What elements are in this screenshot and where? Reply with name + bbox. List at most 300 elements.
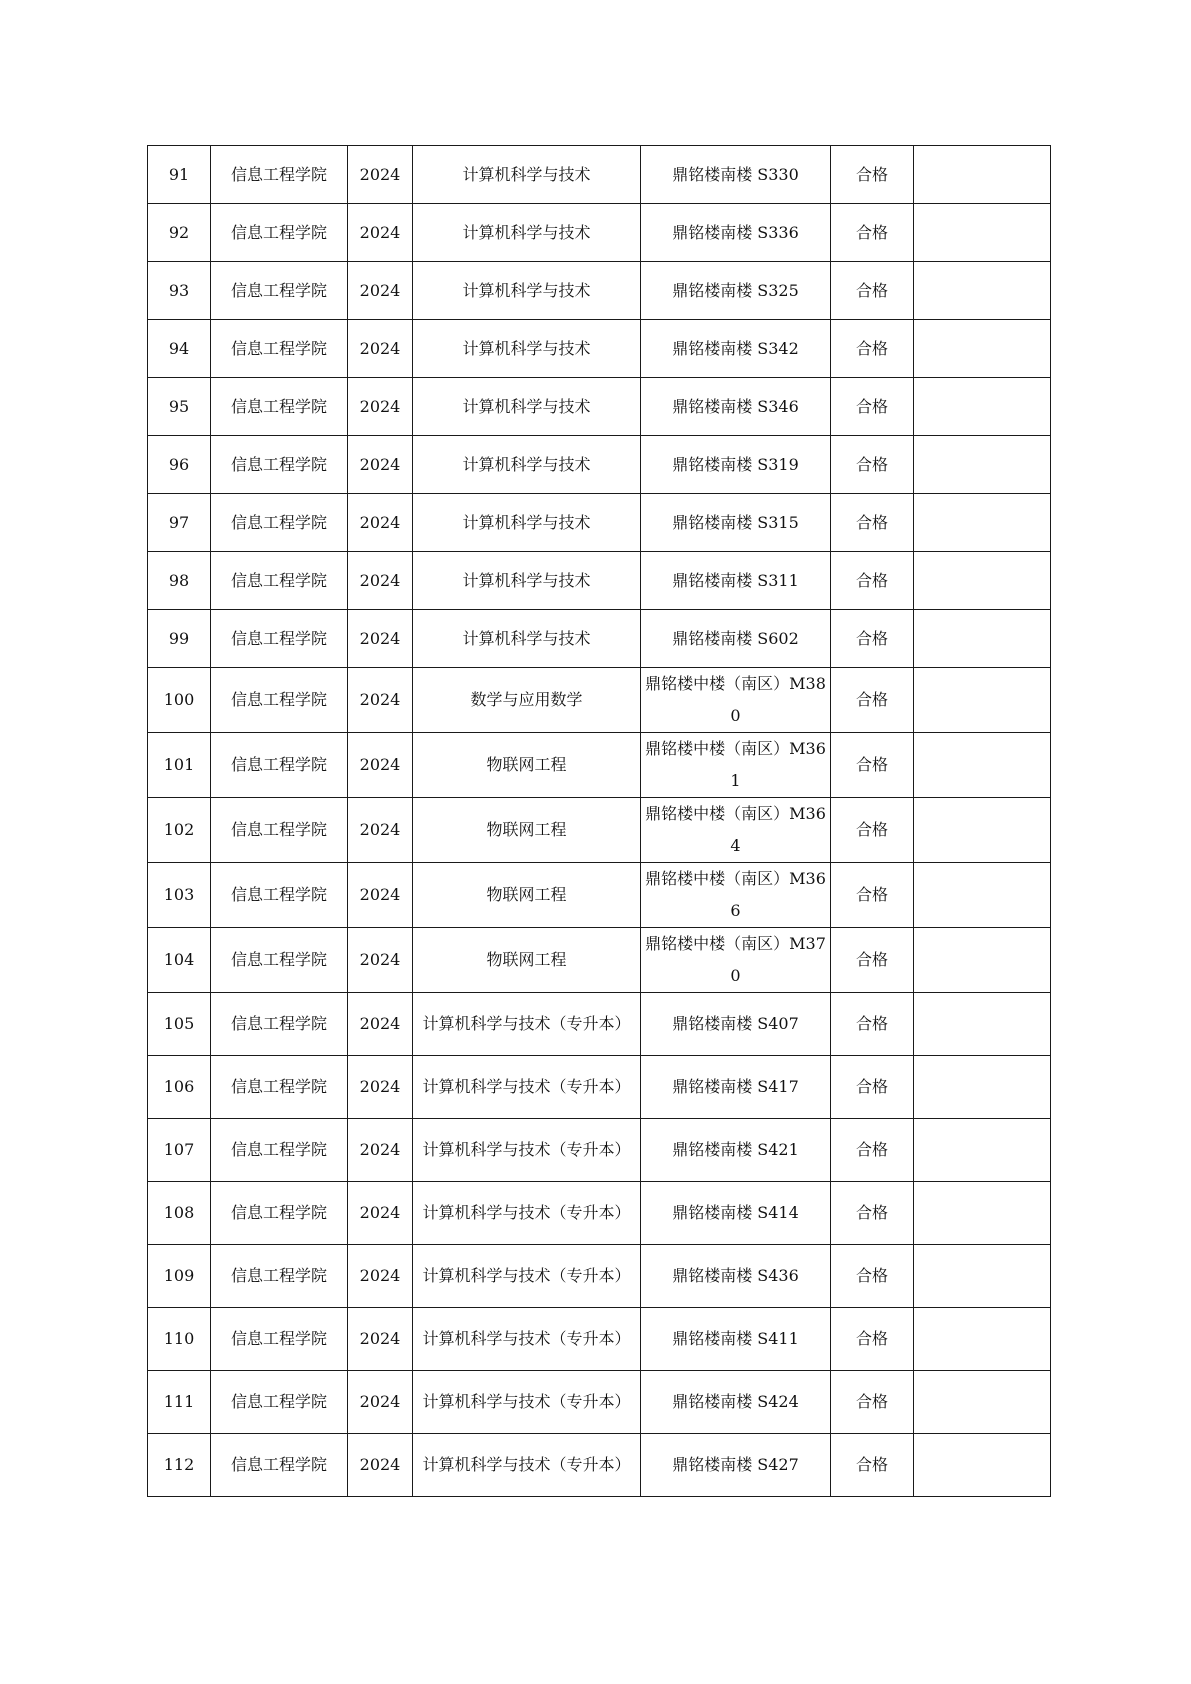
college-cell (211, 1308, 348, 1371)
result-cell (831, 146, 914, 204)
note-cell (914, 320, 1051, 378)
major-cell (413, 928, 641, 993)
college-cell (211, 668, 348, 733)
table-row (148, 262, 1051, 320)
year-cell-text: 2024 (359, 570, 401, 590)
row-number-cell-text: 98 (168, 570, 190, 590)
room-cell-text: 鼎铭楼中楼（南区）M380 (645, 674, 826, 725)
major-cell (413, 320, 641, 378)
college-cell-text: 信息工程学院 (230, 1329, 327, 1348)
table-row (148, 1308, 1051, 1371)
row-number-cell (148, 1245, 211, 1308)
major-cell-text: 计算机科学与技术（专升本） (422, 1392, 631, 1411)
table-row (148, 863, 1051, 928)
note-cell (914, 1308, 1051, 1371)
major-cell-text: 计算机科学与技术（专升本） (422, 1455, 631, 1474)
room-cell (641, 1308, 831, 1371)
year-cell (348, 733, 413, 798)
row-number-cell (148, 320, 211, 378)
note-cell (914, 494, 1051, 552)
college-cell-text: 信息工程学院 (230, 570, 327, 590)
college-cell (211, 378, 348, 436)
note-cell (914, 1434, 1051, 1497)
major-cell (413, 146, 641, 204)
major-cell-text: 计算机科学与技术（专升本） (422, 1014, 631, 1033)
result-cell (831, 928, 914, 993)
row-number-cell (148, 204, 211, 262)
year-cell (348, 1119, 413, 1182)
year-cell-text: 2024 (359, 885, 401, 904)
room-cell-text: 鼎铭楼南楼 S407 (672, 1014, 799, 1033)
row-number-cell (148, 1119, 211, 1182)
result-cell (831, 733, 914, 798)
row-number-cell-text: 96 (168, 454, 190, 474)
result-cell (831, 1119, 914, 1182)
room-cell-text: 鼎铭楼南楼 S436 (672, 1266, 799, 1285)
year-cell-text: 2024 (359, 222, 401, 242)
college-cell (211, 993, 348, 1056)
row-number-cell-text: 110 (163, 1329, 195, 1348)
year-cell (348, 204, 413, 262)
college-cell (211, 262, 348, 320)
table-row (148, 494, 1051, 552)
row-number-cell (148, 1056, 211, 1119)
table-row (148, 204, 1051, 262)
table-row (148, 146, 1051, 204)
room-cell-text: 鼎铭楼中楼（南区）M366 (645, 869, 826, 920)
result-cell (831, 863, 914, 928)
room-cell-text: 鼎铭楼南楼 S342 (672, 338, 799, 358)
major-cell-text: 物联网工程 (486, 950, 567, 969)
room-cell-text: 鼎铭楼南楼 S325 (672, 280, 799, 300)
room-cell (641, 1371, 831, 1434)
table-row (148, 610, 1051, 668)
result-cell-text: 合格 (855, 1077, 888, 1096)
major-cell (413, 863, 641, 928)
college-cell (211, 798, 348, 863)
room-cell (641, 436, 831, 494)
result-cell (831, 320, 914, 378)
college-cell (211, 1056, 348, 1119)
result-cell (831, 262, 914, 320)
room-cell-text: 鼎铭楼南楼 S346 (672, 396, 799, 416)
note-cell (914, 436, 1051, 494)
row-number-cell (148, 1434, 211, 1497)
major-cell-text: 计算机科学与技术 (462, 512, 591, 532)
row-number-cell (148, 1371, 211, 1434)
college-cell-text: 信息工程学院 (230, 280, 327, 300)
result-cell (831, 668, 914, 733)
year-cell (348, 494, 413, 552)
table-row (148, 993, 1051, 1056)
major-cell-text: 计算机科学与技术 (462, 222, 591, 242)
row-number-cell (148, 494, 211, 552)
college-cell (211, 1182, 348, 1245)
college-cell-text: 信息工程学院 (230, 1455, 327, 1474)
major-cell-text: 物联网工程 (486, 885, 567, 904)
result-cell (831, 552, 914, 610)
result-cell-text: 合格 (855, 338, 888, 358)
note-cell (914, 733, 1051, 798)
room-cell-text: 鼎铭楼中楼（南区）M370 (645, 934, 826, 985)
college-cell (211, 1245, 348, 1308)
result-cell-text: 合格 (855, 1140, 888, 1159)
room-cell-text: 鼎铭楼南楼 S417 (672, 1077, 799, 1096)
major-cell-text: 计算机科学与技术 (462, 396, 591, 416)
row-number-cell-text: 99 (168, 628, 190, 648)
college-cell-text: 信息工程学院 (230, 820, 327, 839)
major-cell (413, 552, 641, 610)
major-cell (413, 378, 641, 436)
major-cell (413, 610, 641, 668)
year-cell-text: 2024 (359, 950, 401, 969)
major-cell-text: 计算机科学与技术 (462, 338, 591, 358)
room-cell (641, 378, 831, 436)
year-cell-text: 2024 (359, 1455, 401, 1474)
row-number-cell (148, 1182, 211, 1245)
college-cell-text: 信息工程学院 (230, 512, 327, 532)
note-cell (914, 552, 1051, 610)
year-cell (348, 1371, 413, 1434)
note-cell (914, 1056, 1051, 1119)
table-row (148, 1371, 1051, 1434)
row-number-cell-text: 100 (163, 690, 195, 709)
major-cell-text: 计算机科学与技术 (462, 570, 591, 590)
year-cell (348, 1245, 413, 1308)
year-cell (348, 1182, 413, 1245)
year-cell-text: 2024 (359, 755, 401, 774)
major-cell-text: 计算机科学与技术 (462, 164, 591, 184)
year-cell-text: 2024 (359, 280, 401, 300)
note-cell (914, 668, 1051, 733)
major-cell (413, 262, 641, 320)
result-cell-text: 合格 (855, 1329, 888, 1348)
college-cell (211, 146, 348, 204)
result-cell-text: 合格 (855, 1455, 888, 1474)
year-cell (348, 378, 413, 436)
major-cell-text: 计算机科学与技术（专升本） (422, 1329, 631, 1348)
major-cell (413, 1434, 641, 1497)
row-number-cell (148, 552, 211, 610)
row-number-cell-text: 101 (163, 755, 195, 774)
result-cell (831, 610, 914, 668)
major-cell (413, 1308, 641, 1371)
college-cell-text: 信息工程学院 (230, 885, 327, 904)
note-cell (914, 1119, 1051, 1182)
year-cell-text: 2024 (359, 1014, 401, 1033)
table-row (148, 1056, 1051, 1119)
table-row (148, 1434, 1051, 1497)
year-cell (348, 928, 413, 993)
room-cell (641, 1434, 831, 1497)
result-cell (831, 494, 914, 552)
year-cell-text: 2024 (359, 1329, 401, 1348)
college-cell (211, 1119, 348, 1182)
year-cell-text: 2024 (359, 628, 401, 648)
room-cell-text: 鼎铭楼南楼 S330 (672, 164, 799, 184)
year-cell-text: 2024 (359, 820, 401, 839)
note-cell (914, 993, 1051, 1056)
result-cell (831, 1308, 914, 1371)
college-cell (211, 733, 348, 798)
major-cell-text: 计算机科学与技术（专升本） (422, 1266, 631, 1285)
year-cell-text: 2024 (359, 1140, 401, 1159)
major-cell (413, 1245, 641, 1308)
college-cell-text: 信息工程学院 (230, 396, 327, 416)
year-cell-text: 2024 (359, 338, 401, 358)
result-cell (831, 378, 914, 436)
major-cell (413, 494, 641, 552)
result-cell-text: 合格 (855, 1392, 888, 1411)
result-cell-text: 合格 (855, 1203, 888, 1222)
college-cell-text: 信息工程学院 (230, 690, 327, 709)
note-cell (914, 262, 1051, 320)
row-number-cell (148, 798, 211, 863)
room-cell-text: 鼎铭楼南楼 S421 (672, 1140, 799, 1159)
room-cell (641, 668, 831, 733)
note-cell (914, 1182, 1051, 1245)
year-cell-text: 2024 (359, 396, 401, 416)
room-cell (641, 798, 831, 863)
college-cell-text: 信息工程学院 (230, 338, 327, 358)
row-number-cell (148, 436, 211, 494)
result-cell (831, 1371, 914, 1434)
note-cell (914, 146, 1051, 204)
room-cell (641, 733, 831, 798)
result-cell-text: 合格 (855, 690, 888, 709)
room-cell (641, 1056, 831, 1119)
year-cell (348, 262, 413, 320)
room-cell (641, 494, 831, 552)
row-number-cell-text: 91 (168, 164, 190, 184)
row-number-cell-text: 106 (163, 1077, 195, 1096)
room-cell-text: 鼎铭楼南楼 S315 (672, 512, 799, 532)
room-cell (641, 610, 831, 668)
row-number-cell-text: 93 (168, 280, 190, 300)
room-cell-text: 鼎铭楼南楼 S427 (672, 1455, 799, 1474)
room-cell-text: 鼎铭楼南楼 S414 (672, 1203, 799, 1222)
college-cell (211, 928, 348, 993)
row-number-cell-text: 92 (168, 222, 190, 242)
result-cell-text: 合格 (855, 396, 888, 416)
note-cell (914, 204, 1051, 262)
table-row (148, 320, 1051, 378)
result-cell (831, 993, 914, 1056)
row-number-cell (148, 993, 211, 1056)
room-cell (641, 320, 831, 378)
room-cell (641, 993, 831, 1056)
row-number-cell-text: 94 (168, 338, 190, 358)
room-cell-text: 鼎铭楼南楼 S336 (672, 222, 799, 242)
row-number-cell-text: 104 (163, 950, 195, 969)
table-row (148, 798, 1051, 863)
row-number-cell (148, 733, 211, 798)
row-number-cell-text: 112 (163, 1455, 195, 1474)
table-row (148, 436, 1051, 494)
row-number-cell-text: 107 (163, 1140, 195, 1159)
note-cell (914, 378, 1051, 436)
year-cell (348, 993, 413, 1056)
year-cell (348, 668, 413, 733)
major-cell (413, 993, 641, 1056)
year-cell (348, 146, 413, 204)
room-cell-text: 鼎铭楼南楼 S602 (672, 628, 799, 648)
college-cell (211, 494, 348, 552)
college-cell-text: 信息工程学院 (230, 628, 327, 648)
major-cell (413, 798, 641, 863)
result-cell-text: 合格 (855, 164, 888, 184)
result-cell-text: 合格 (855, 1266, 888, 1285)
table-row (148, 733, 1051, 798)
note-cell (914, 1245, 1051, 1308)
major-cell-text: 计算机科学与技术 (462, 628, 591, 648)
college-cell (211, 863, 348, 928)
row-number-cell (148, 668, 211, 733)
row-number-cell (148, 146, 211, 204)
room-cell (641, 1182, 831, 1245)
college-cell-text: 信息工程学院 (230, 1203, 327, 1222)
result-cell (831, 798, 914, 863)
result-cell-text: 合格 (855, 280, 888, 300)
row-number-cell-text: 103 (163, 885, 195, 904)
major-cell (413, 1182, 641, 1245)
result-cell (831, 204, 914, 262)
table-body (148, 146, 1051, 1497)
room-cell (641, 146, 831, 204)
major-cell-text: 物联网工程 (486, 755, 567, 774)
major-cell (413, 668, 641, 733)
row-number-cell-text: 95 (168, 396, 190, 416)
college-cell-text: 信息工程学院 (230, 1077, 327, 1096)
room-cell-text: 鼎铭楼南楼 S424 (672, 1392, 799, 1411)
room-cell-text: 鼎铭楼南楼 S411 (672, 1329, 799, 1348)
room-cell (641, 1119, 831, 1182)
row-number-cell (148, 863, 211, 928)
major-cell (413, 1119, 641, 1182)
year-cell-text: 2024 (359, 164, 401, 184)
college-cell-text: 信息工程学院 (230, 755, 327, 774)
room-cell-text: 鼎铭楼中楼（南区）M361 (645, 739, 826, 790)
table-row (148, 1182, 1051, 1245)
result-cell-text: 合格 (855, 222, 888, 242)
table-row (148, 1245, 1051, 1308)
year-cell (348, 1056, 413, 1119)
row-number-cell-text: 97 (168, 512, 190, 532)
year-cell (348, 1308, 413, 1371)
table-row (148, 928, 1051, 993)
college-cell-text: 信息工程学院 (230, 950, 327, 969)
room-cell (641, 204, 831, 262)
row-number-cell-text: 105 (163, 1014, 195, 1033)
table-row (148, 378, 1051, 436)
major-cell (413, 1371, 641, 1434)
result-cell (831, 1434, 914, 1497)
result-cell-text: 合格 (855, 1014, 888, 1033)
college-cell-text: 信息工程学院 (230, 222, 327, 242)
row-number-cell-text: 111 (163, 1392, 195, 1411)
year-cell-text: 2024 (359, 1392, 401, 1411)
major-cell-text: 数学与应用数学 (470, 690, 583, 709)
college-cell-text: 信息工程学院 (230, 164, 327, 184)
college-cell (211, 552, 348, 610)
major-cell-text: 计算机科学与技术（专升本） (422, 1077, 631, 1096)
result-cell (831, 436, 914, 494)
college-cell-text: 信息工程学院 (230, 1392, 327, 1411)
year-cell (348, 863, 413, 928)
room-cell (641, 928, 831, 993)
note-cell (914, 863, 1051, 928)
note-cell (914, 928, 1051, 993)
room-cell-text: 鼎铭楼中楼（南区）M364 (645, 804, 826, 855)
college-cell (211, 320, 348, 378)
college-cell-text: 信息工程学院 (230, 454, 327, 474)
college-cell-text: 信息工程学院 (230, 1140, 327, 1159)
college-cell (211, 1434, 348, 1497)
room-cell-text: 鼎铭楼南楼 S319 (672, 454, 799, 474)
row-number-cell-text: 102 (163, 820, 195, 839)
row-number-cell-text: 108 (163, 1203, 195, 1222)
room-cell (641, 262, 831, 320)
note-cell (914, 610, 1051, 668)
college-cell (211, 204, 348, 262)
note-cell (914, 798, 1051, 863)
major-cell-text: 计算机科学与技术（专升本） (422, 1140, 631, 1159)
major-cell-text: 计算机科学与技术（专升本） (422, 1203, 631, 1222)
table-row (148, 668, 1051, 733)
major-cell (413, 733, 641, 798)
result-cell-text: 合格 (855, 628, 888, 648)
year-cell (348, 320, 413, 378)
result-cell-text: 合格 (855, 950, 888, 969)
result-cell (831, 1056, 914, 1119)
college-cell-text: 信息工程学院 (230, 1014, 327, 1033)
note-cell (914, 1371, 1051, 1434)
year-cell (348, 610, 413, 668)
result-cell-text: 合格 (855, 512, 888, 532)
room-cell-text: 鼎铭楼南楼 S311 (672, 570, 799, 590)
row-number-cell (148, 262, 211, 320)
year-cell-text: 2024 (359, 512, 401, 532)
result-cell-text: 合格 (855, 454, 888, 474)
major-cell (413, 436, 641, 494)
year-cell (348, 798, 413, 863)
year-cell (348, 552, 413, 610)
year-cell-text: 2024 (359, 690, 401, 709)
table-row (148, 1119, 1051, 1182)
result-cell (831, 1245, 914, 1308)
result-cell-text: 合格 (855, 885, 888, 904)
college-cell (211, 436, 348, 494)
table-row (148, 552, 1051, 610)
year-cell-text: 2024 (359, 1266, 401, 1285)
major-cell (413, 1056, 641, 1119)
year-cell-text: 2024 (359, 454, 401, 474)
row-number-cell (148, 1308, 211, 1371)
major-cell (413, 204, 641, 262)
result-cell-text: 合格 (855, 570, 888, 590)
inspection-results-table (147, 145, 1051, 1497)
result-cell (831, 1182, 914, 1245)
year-cell-text: 2024 (359, 1203, 401, 1222)
year-cell (348, 436, 413, 494)
major-cell-text: 计算机科学与技术 (462, 454, 591, 474)
year-cell-text: 2024 (359, 1077, 401, 1096)
year-cell (348, 1434, 413, 1497)
major-cell-text: 物联网工程 (486, 820, 567, 839)
room-cell (641, 552, 831, 610)
row-number-cell-text: 109 (163, 1266, 195, 1285)
college-cell (211, 610, 348, 668)
